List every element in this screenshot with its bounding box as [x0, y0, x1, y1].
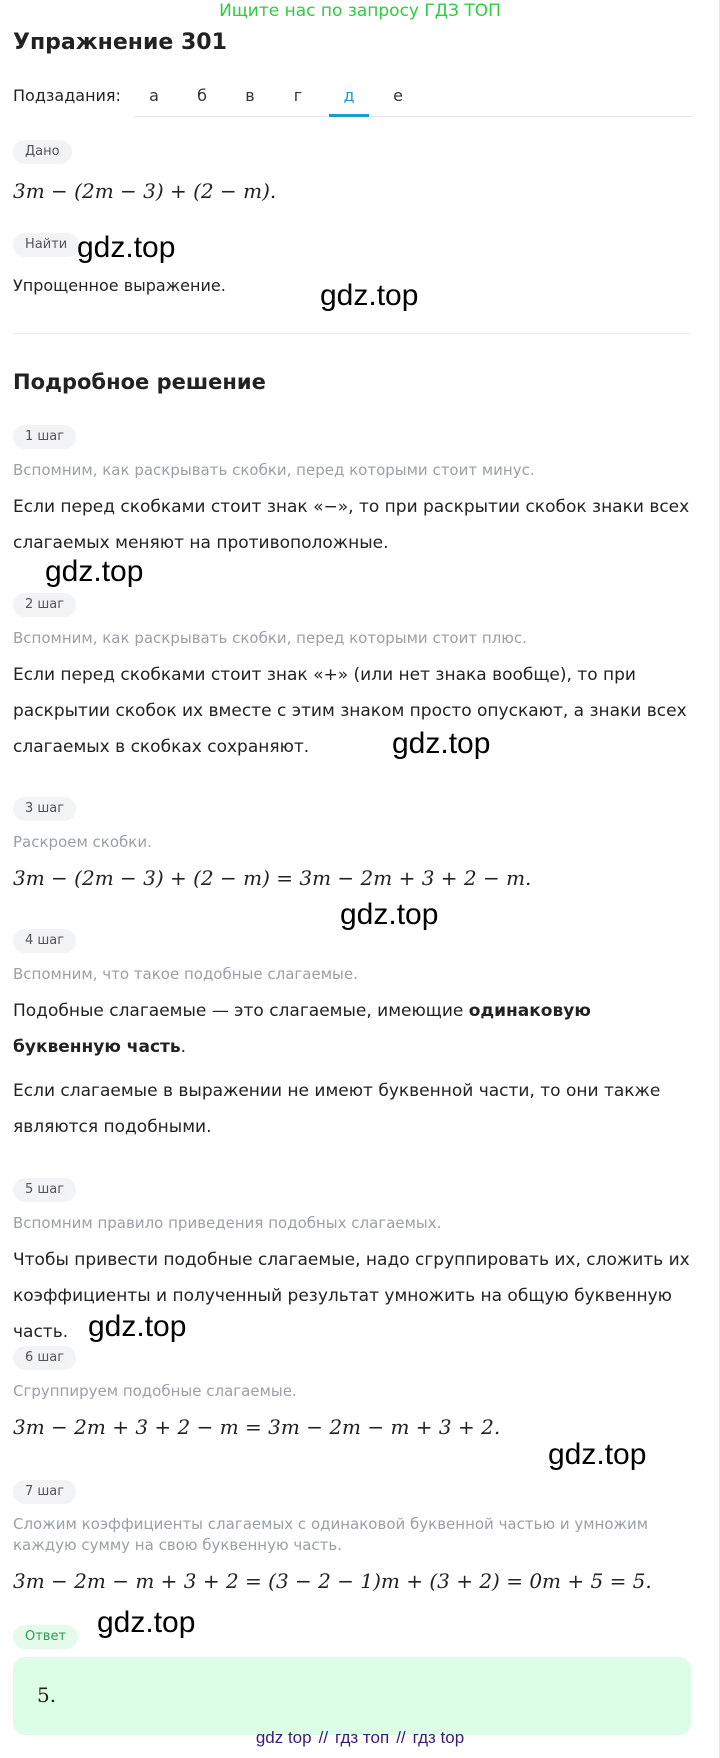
- footer-link[interactable]: gdz top: [255, 1728, 312, 1747]
- given-expression: 3m − (2m − 3) + (2 − m).: [13, 179, 277, 203]
- subtask-tabs: [134, 80, 692, 117]
- step-2-text: Если перед скобками стоит знак «+» (или нет знака вообще), то при раскрытии скобок их вместе с этим знаком просто опускают, а знаки всех слагаемых в скобках сохраняют.: [13, 665, 687, 757]
- page-title: Упражнение 301: [13, 30, 227, 55]
- step-7-expression: 3m − 2m − m + 3 + 2 = (3 − 2 − 1)m + (3 + 2) = 0m + 5 = 5.: [13, 1569, 652, 1593]
- step-4-text-prefix: Подобные слагаемые — это слагаемые, имеющие: [13, 1001, 469, 1021]
- watermark: gdz.top: [340, 898, 439, 931]
- tab-g[interactable]: г: [293, 86, 303, 105]
- watermark: gdz.top: [45, 555, 144, 588]
- step-4-text-2: Если слагаемые в выражении не имеют буквенной части, то они также являются подобными.: [13, 1081, 661, 1137]
- watermark: gdz.top: [88, 1310, 187, 1343]
- step-2-hint: Вспомним, как раскрывать скобки, перед которыми стоит плюс.: [13, 629, 527, 647]
- tab-a[interactable]: а: [149, 86, 159, 105]
- find-label: Найти: [13, 233, 79, 257]
- step-4-text-suffix: .: [180, 1037, 187, 1057]
- step-6-label: 6 шаг: [13, 1346, 76, 1370]
- watermark: gdz.top: [320, 279, 419, 312]
- tab-b[interactable]: б: [197, 86, 207, 105]
- step-1-hint: Вспомним, как раскрывать скобки, перед которыми стоит минус.: [13, 461, 535, 479]
- footer-links: [0, 1728, 720, 1748]
- solution-heading: Подробное решение: [13, 370, 266, 394]
- active-tab-indicator: [329, 114, 369, 117]
- tab-d[interactable]: д: [343, 86, 355, 105]
- step-4-text-bold: одинаковую буквенную часть: [13, 1001, 591, 1057]
- step-7-label: 7 шаг: [13, 1480, 76, 1504]
- tab-e[interactable]: е: [393, 86, 403, 105]
- step-4-text: [13, 993, 693, 1065]
- watermark: gdz.top: [392, 727, 491, 760]
- watermark: gdz.top: [548, 1438, 647, 1471]
- divider: [13, 333, 690, 334]
- given-label: Дано: [13, 140, 72, 164]
- step-1-label: 1 шаг: [13, 425, 76, 449]
- find-text: Упрощенное выражение.: [13, 276, 226, 295]
- answer-value: 5.: [37, 1683, 57, 1707]
- step-4-label: 4 шаг: [13, 929, 76, 953]
- footer-link[interactable]: гдз топ: [335, 1728, 390, 1747]
- step-3-expression: 3m − (2m − 3) + (2 − m) = 3m − 2m + 3 + 2 − m.: [13, 866, 532, 890]
- step-5-text: Чтобы привести подобные слагаемые, надо сгруппировать их, сложить их коэффициенты и полученный результат умножить на общую буквенную часть.: [13, 1250, 690, 1342]
- step-1-text: Если перед скобками стоит знак «−», то при раскрытии скобок знаки всех слагаемых меняют на противоположные.: [13, 497, 690, 553]
- footer-link[interactable]: гдз top: [412, 1728, 465, 1747]
- tab-v[interactable]: в: [245, 86, 255, 105]
- step-6-hint: Сгруппируем подобные слагаемые.: [13, 1382, 297, 1400]
- step-6-expression: 3m − 2m + 3 + 2 − m = 3m − 2m − m + 3 + 2.: [13, 1415, 501, 1439]
- answer-box: [13, 1657, 691, 1735]
- footer-separator: //: [396, 1728, 406, 1747]
- step-7-hint: Сложим коэффициенты слагаемых с одинаковой буквенной частью и умножим каждую сумму на свою буквенную часть.: [13, 1515, 649, 1554]
- footer-separator: //: [318, 1728, 329, 1747]
- step-5-label: 5 шаг: [13, 1178, 76, 1202]
- subtasks-label: Подзадания:: [13, 86, 121, 105]
- top-banner: Ищите нас по запросу ГДЗ ТОП: [219, 1, 501, 21]
- answer-label: Ответ: [13, 1625, 78, 1649]
- watermark: gdz.top: [97, 1606, 196, 1639]
- step-3-hint: Раскроем скобки.: [13, 833, 152, 851]
- watermark: gdz.top: [77, 231, 176, 264]
- step-5-hint: Вспомним правило приведения подобных слагаемых.: [13, 1214, 442, 1232]
- step-3-label: 3 шаг: [13, 797, 76, 821]
- step-2-label: 2 шаг: [13, 593, 76, 617]
- step-4-hint: Вспомним, что такое подобные слагаемые.: [13, 965, 358, 983]
